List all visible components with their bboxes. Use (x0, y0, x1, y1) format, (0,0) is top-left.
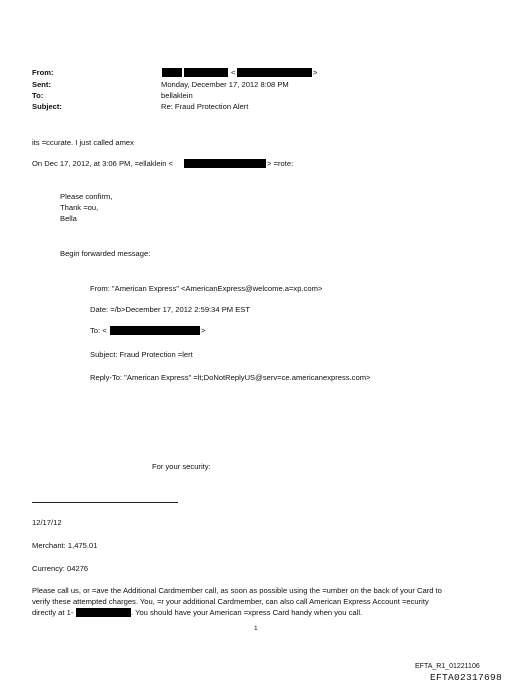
redaction-block (76, 608, 131, 617)
page-number: 1 (254, 625, 258, 632)
from-open-bracket: < (231, 68, 236, 77)
forward-to: To: < (90, 326, 107, 335)
redaction-block (110, 326, 200, 335)
thanks-line: Thank =ou, (60, 203, 99, 212)
redaction-block (237, 68, 312, 77)
redaction-block (184, 68, 228, 77)
divider-rule (32, 502, 178, 503)
merchant-line: Merchant: 1,475.01 (32, 541, 98, 550)
to-value: bellaklein (161, 91, 193, 100)
paragraph-line: Please call us, or =ave the Additional Cardmember call, as soon as possible using the =umber on the back of your Card to (32, 586, 442, 595)
quote-intro: On Dec 17, 2012, at 3:06 PM, =ellaklein < (32, 159, 173, 168)
forwarded-heading: Begin forwarded message: (60, 249, 151, 258)
alert-date: 12/17/12 (32, 518, 62, 527)
footer-id-small: EFTA_R1_01221106 (415, 663, 480, 670)
from-close-bracket: > (313, 68, 318, 77)
signature-line: Bella (60, 214, 77, 223)
forward-subject: Subject: Fraud Protection =lert (90, 350, 193, 359)
confirm-line: Please confirm, (60, 192, 113, 201)
paragraph-line-end: . You should have your American =xpress Card handy when you call. (131, 608, 363, 617)
sent-label: Sent: (32, 80, 51, 89)
paragraph-line: verify these attempted charges. You, =r your additional Cardmember, can also call American Express Account =ecurity (32, 597, 429, 606)
redaction-block (162, 68, 182, 77)
security-heading: For your security: (152, 462, 211, 471)
footer-id-large: EFTA02317698 (430, 672, 503, 683)
currency-line: Currency: 04276 (32, 564, 89, 573)
paragraph-line: directly at 1- (32, 608, 74, 617)
reply-line: its =ccurate. I just called amex (32, 138, 134, 147)
subject-value: Re: Fraud Protection Alert (161, 102, 249, 111)
quote-intro-end: > =rote: (267, 159, 294, 168)
redaction-block (184, 159, 266, 168)
sent-value: Monday, December 17, 2012 8:08 PM (161, 80, 289, 89)
to-label: To: (32, 91, 44, 100)
from-label: From: (32, 68, 54, 77)
forward-reply-to: Reply-To: "American Express" =lt;DoNotReplyUS@serv=ce.americanexpress.com> (90, 373, 371, 382)
forward-date: Date: =/b>December 17, 2012 2:59:34 PM EST (90, 305, 250, 314)
forward-to-end: > (201, 326, 206, 335)
forward-from: From: "American Express" <AmericanExpress@welcome.a=xp.com> (90, 284, 323, 293)
subject-label: Subject: (32, 102, 62, 111)
